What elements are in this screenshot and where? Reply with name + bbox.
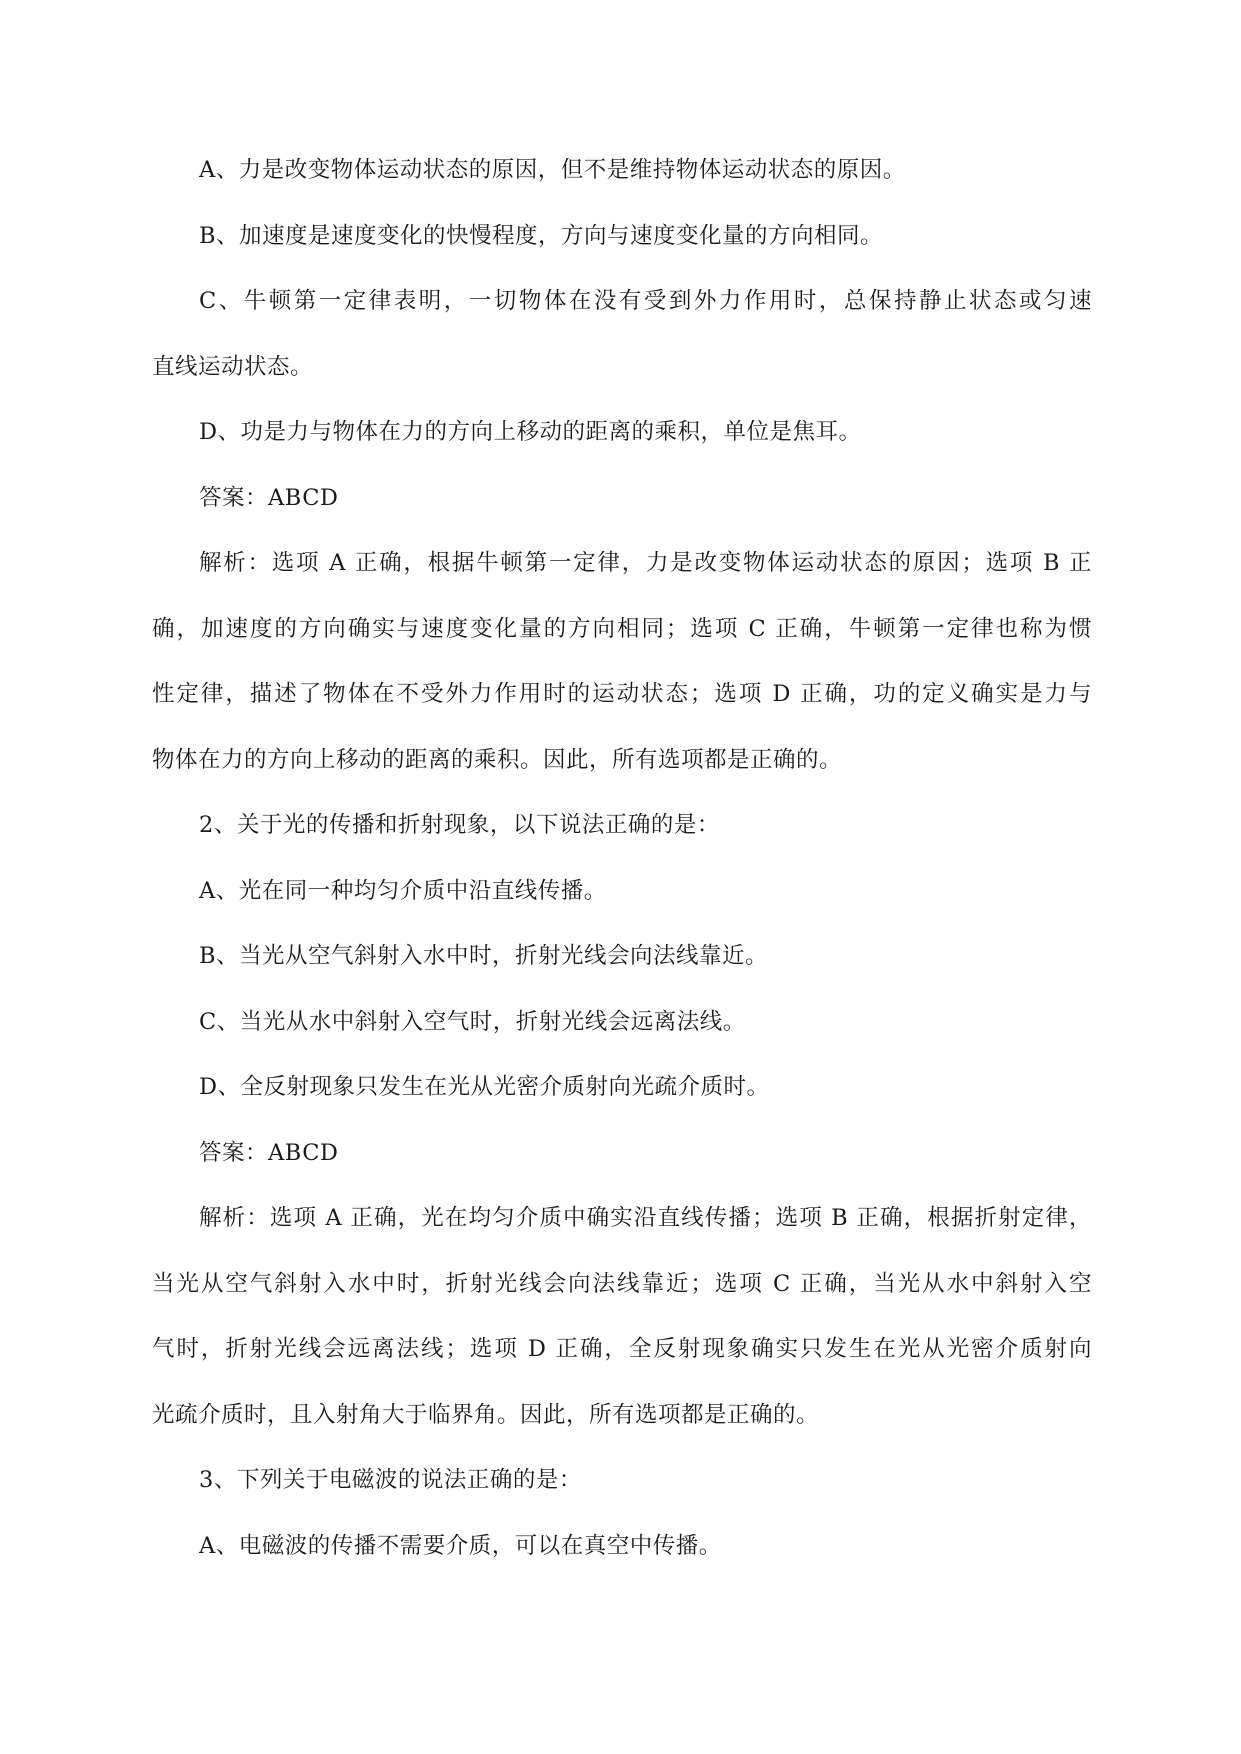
q1-analysis-line3: 性定律，描述了物体在不受外力作用时的运动状态；选项 D 正确，功的定义确实是力与 [152, 681, 1092, 707]
q3-option-a: A、电磁波的传播不需要介质，可以在真空中传播。 [199, 1532, 722, 1559]
q2-option-b: B、当光从空气斜射入水中时，折射光线会向法线靠近。 [199, 943, 769, 969]
q1-option-c-line2: 直线运动状态。 [152, 353, 314, 380]
q1-option-d: D、功是力与物体在力的方向上移动的距离的乘积，单位是焦耳。 [199, 419, 862, 445]
q1-analysis-line2: 确，加速度的方向确实与速度变化量的方向相同；选项 C 正确，牛顿第一定律也称为惯 [152, 615, 1092, 642]
q2-option-c: C、当光从水中斜射入空气时，折射光线会远离法线。 [199, 1008, 746, 1035]
q2-answer: 答案：ABCD [199, 1139, 339, 1166]
q2-option-d: D、全反射现象只发生在光从光密介质射向光疏介质时。 [199, 1074, 770, 1100]
q2-analysis-line3: 气时，折射光线会远离法线；选项 D 正确，全反射现象确实只发生在光从光密介质射向 [152, 1336, 1092, 1362]
q1-option-b: B、加速度是速度变化的快慢程度，方向与速度变化量的方向相同。 [199, 222, 884, 249]
q2-analysis-line1: 解析：选项 A 正确，光在均匀介质中确实沿直线传播；选项 B 正确，根据折射定律， [199, 1205, 1092, 1231]
document-body [152, 138, 1092, 1579]
q1-answer: 答案：ABCD [199, 484, 339, 511]
q3-stem: 3、下列关于电磁波的说法正确的是： [199, 1467, 582, 1493]
q2-analysis-line4: 光疏介质时，且入射角大于临界角。因此，所有选项都是正确的。 [152, 1401, 820, 1428]
q2-option-a: A、光在同一种均匀介质中沿直线传播。 [199, 877, 607, 904]
q2-analysis-line2: 当光从空气斜射入水中时，折射光线会向法线靠近；选项 C 正确，当光从水中斜射入空 [152, 1270, 1092, 1297]
q1-analysis-line4: 物体在力的方向上移动的距离的乘积。因此，所有选项都是正确的。 [152, 746, 843, 773]
q1-option-c-line1: C、牛顿第一定律表明，一切物体在没有受到外力作用时，总保持静止状态或匀速 [199, 288, 1092, 314]
q1-option-a: A、力是改变物体运动状态的原因，但不是维持物体运动状态的原因。 [199, 157, 906, 183]
q1-analysis-line1: 解析：选项 A 正确，根据牛顿第一定律，力是改变物体运动状态的原因；选项 B 正 [199, 550, 1092, 576]
q2-stem: 2、关于光的传播和折射现象，以下说法正确的是： [199, 812, 720, 838]
